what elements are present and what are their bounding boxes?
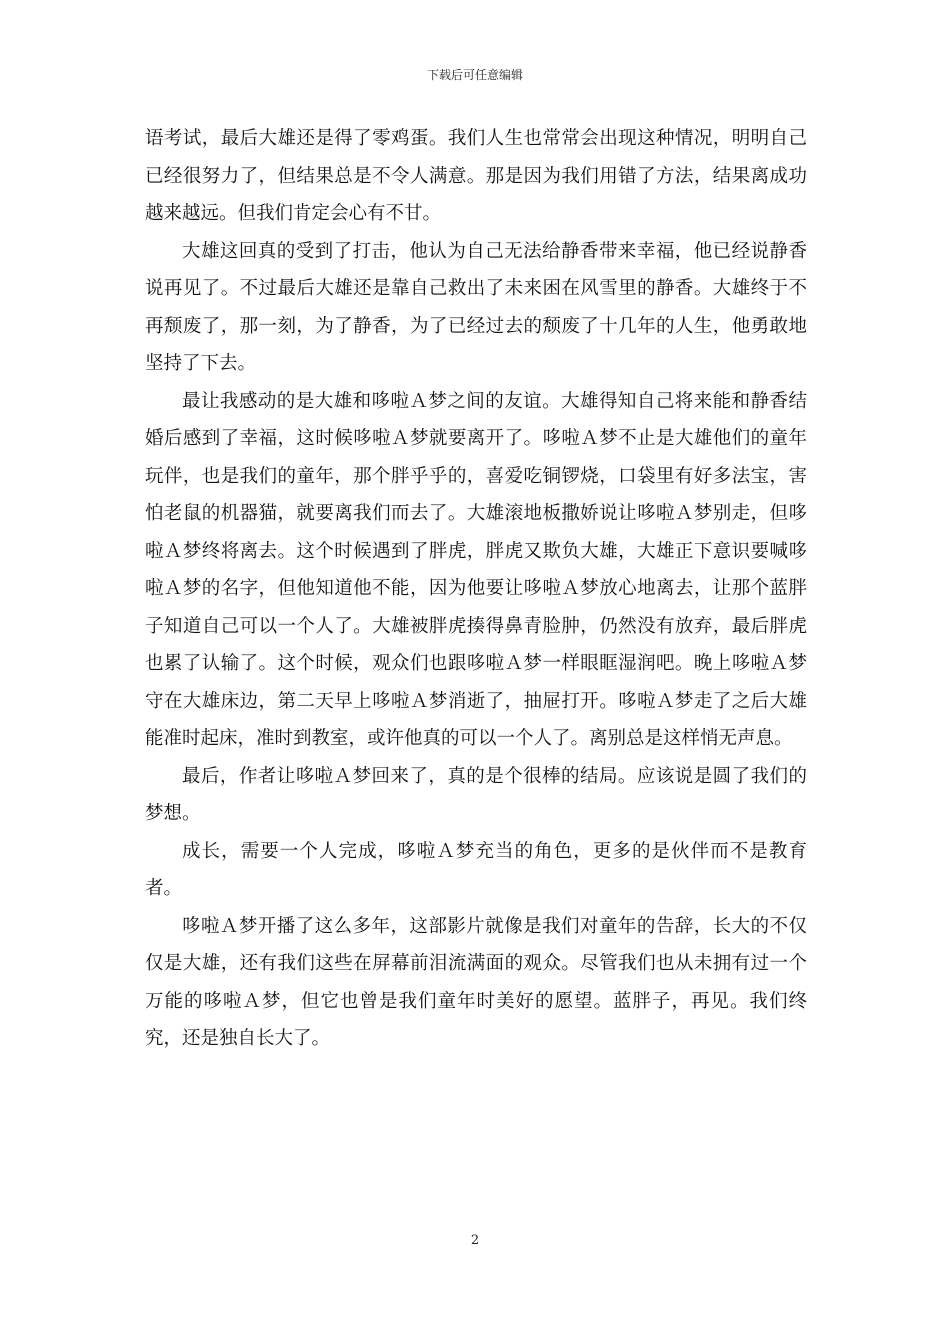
paragraph-2: 大雄这回真的受到了打击，他认为自己无法给静香带来幸福，他已经说静香说再见了。不过最后大雄还是靠自己救出了未来困在风雪里的静香。大雄终于不再颓废了，那一刻，为了静香，为了已经过去的颓废了十几年的人生，他勇敢地坚持了下去。 <box>145 240 807 374</box>
paragraph-1: 语考试，最后大雄还是得了零鸡蛋。我们人生也常常会出现这种情况，明明自己已经很努力了，但结果总是不令人满意。那是因为我们用错了方法，结果离成功越来越远。但我们肯定会心有不甘。 <box>145 128 807 224</box>
page-number: 2 <box>470 1233 480 1248</box>
paragraph-5: 成长，需要一个人完成，哆啦Ａ梦充当的角色，更多的是伙伴而不是教育者。 <box>145 840 807 899</box>
document-body <box>145 120 807 1058</box>
page-header: 下载后可任意编辑 <box>426 68 523 82</box>
paragraph-4: 最后，作者让哆啦Ａ梦回来了，真的是个很棒的结局。应该说是圆了我们的梦想。 <box>145 765 807 824</box>
paragraph-3: 最让我感动的是大雄和哆啦Ａ梦之间的友谊。大雄得知自己将来能和静香结婚后感到了幸福，这时候哆啦Ａ梦就要离开了。哆啦Ａ梦不止是大雄他们的童年玩伴，也是我们的童年，那个胖乎乎的，喜爱吃铜锣烧，口袋里有好多法宝，害怕老鼠的机器猫，就要离我们而去了。大雄滚地板撒娇说让哆啦Ａ梦别走，但哆啦Ａ梦终将离去。这个时候遇到了胖虎，胖虎又欺负大雄，大雄正下意识要喊哆啦Ａ梦的名字，但他知道他不能，因为他要让哆啦Ａ梦放心地离去，让那个蓝胖子知道自己可以一个人了。大雄被胖虎揍得鼻青脸肿，仍然没有放弃，最后胖虎也累了认输了。这个时候，观众们也跟哆啦Ａ梦一样眼眶湿润吧。晚上哆啦Ａ梦守在大雄床边，第二天早上哆啦Ａ梦消逝了，抽屉打开。哆啦Ａ梦走了之后大雄能准时起床，准时到教室，或许他真的可以一个人了。离别总是这样悄无声息。 <box>145 390 807 749</box>
paragraph-6: 哆啦Ａ梦开播了这么多年，这部影片就像是我们对童年的告辞，长大的不仅仅是大雄，还有我们这些在屏幕前泪流满面的观众。尽管我们也从未拥有过一个万能的哆啦Ａ梦，但它也曾是我们童年时美好的愿望。蓝胖子，再见。我们终究，还是独自长大了。 <box>145 915 807 1049</box>
